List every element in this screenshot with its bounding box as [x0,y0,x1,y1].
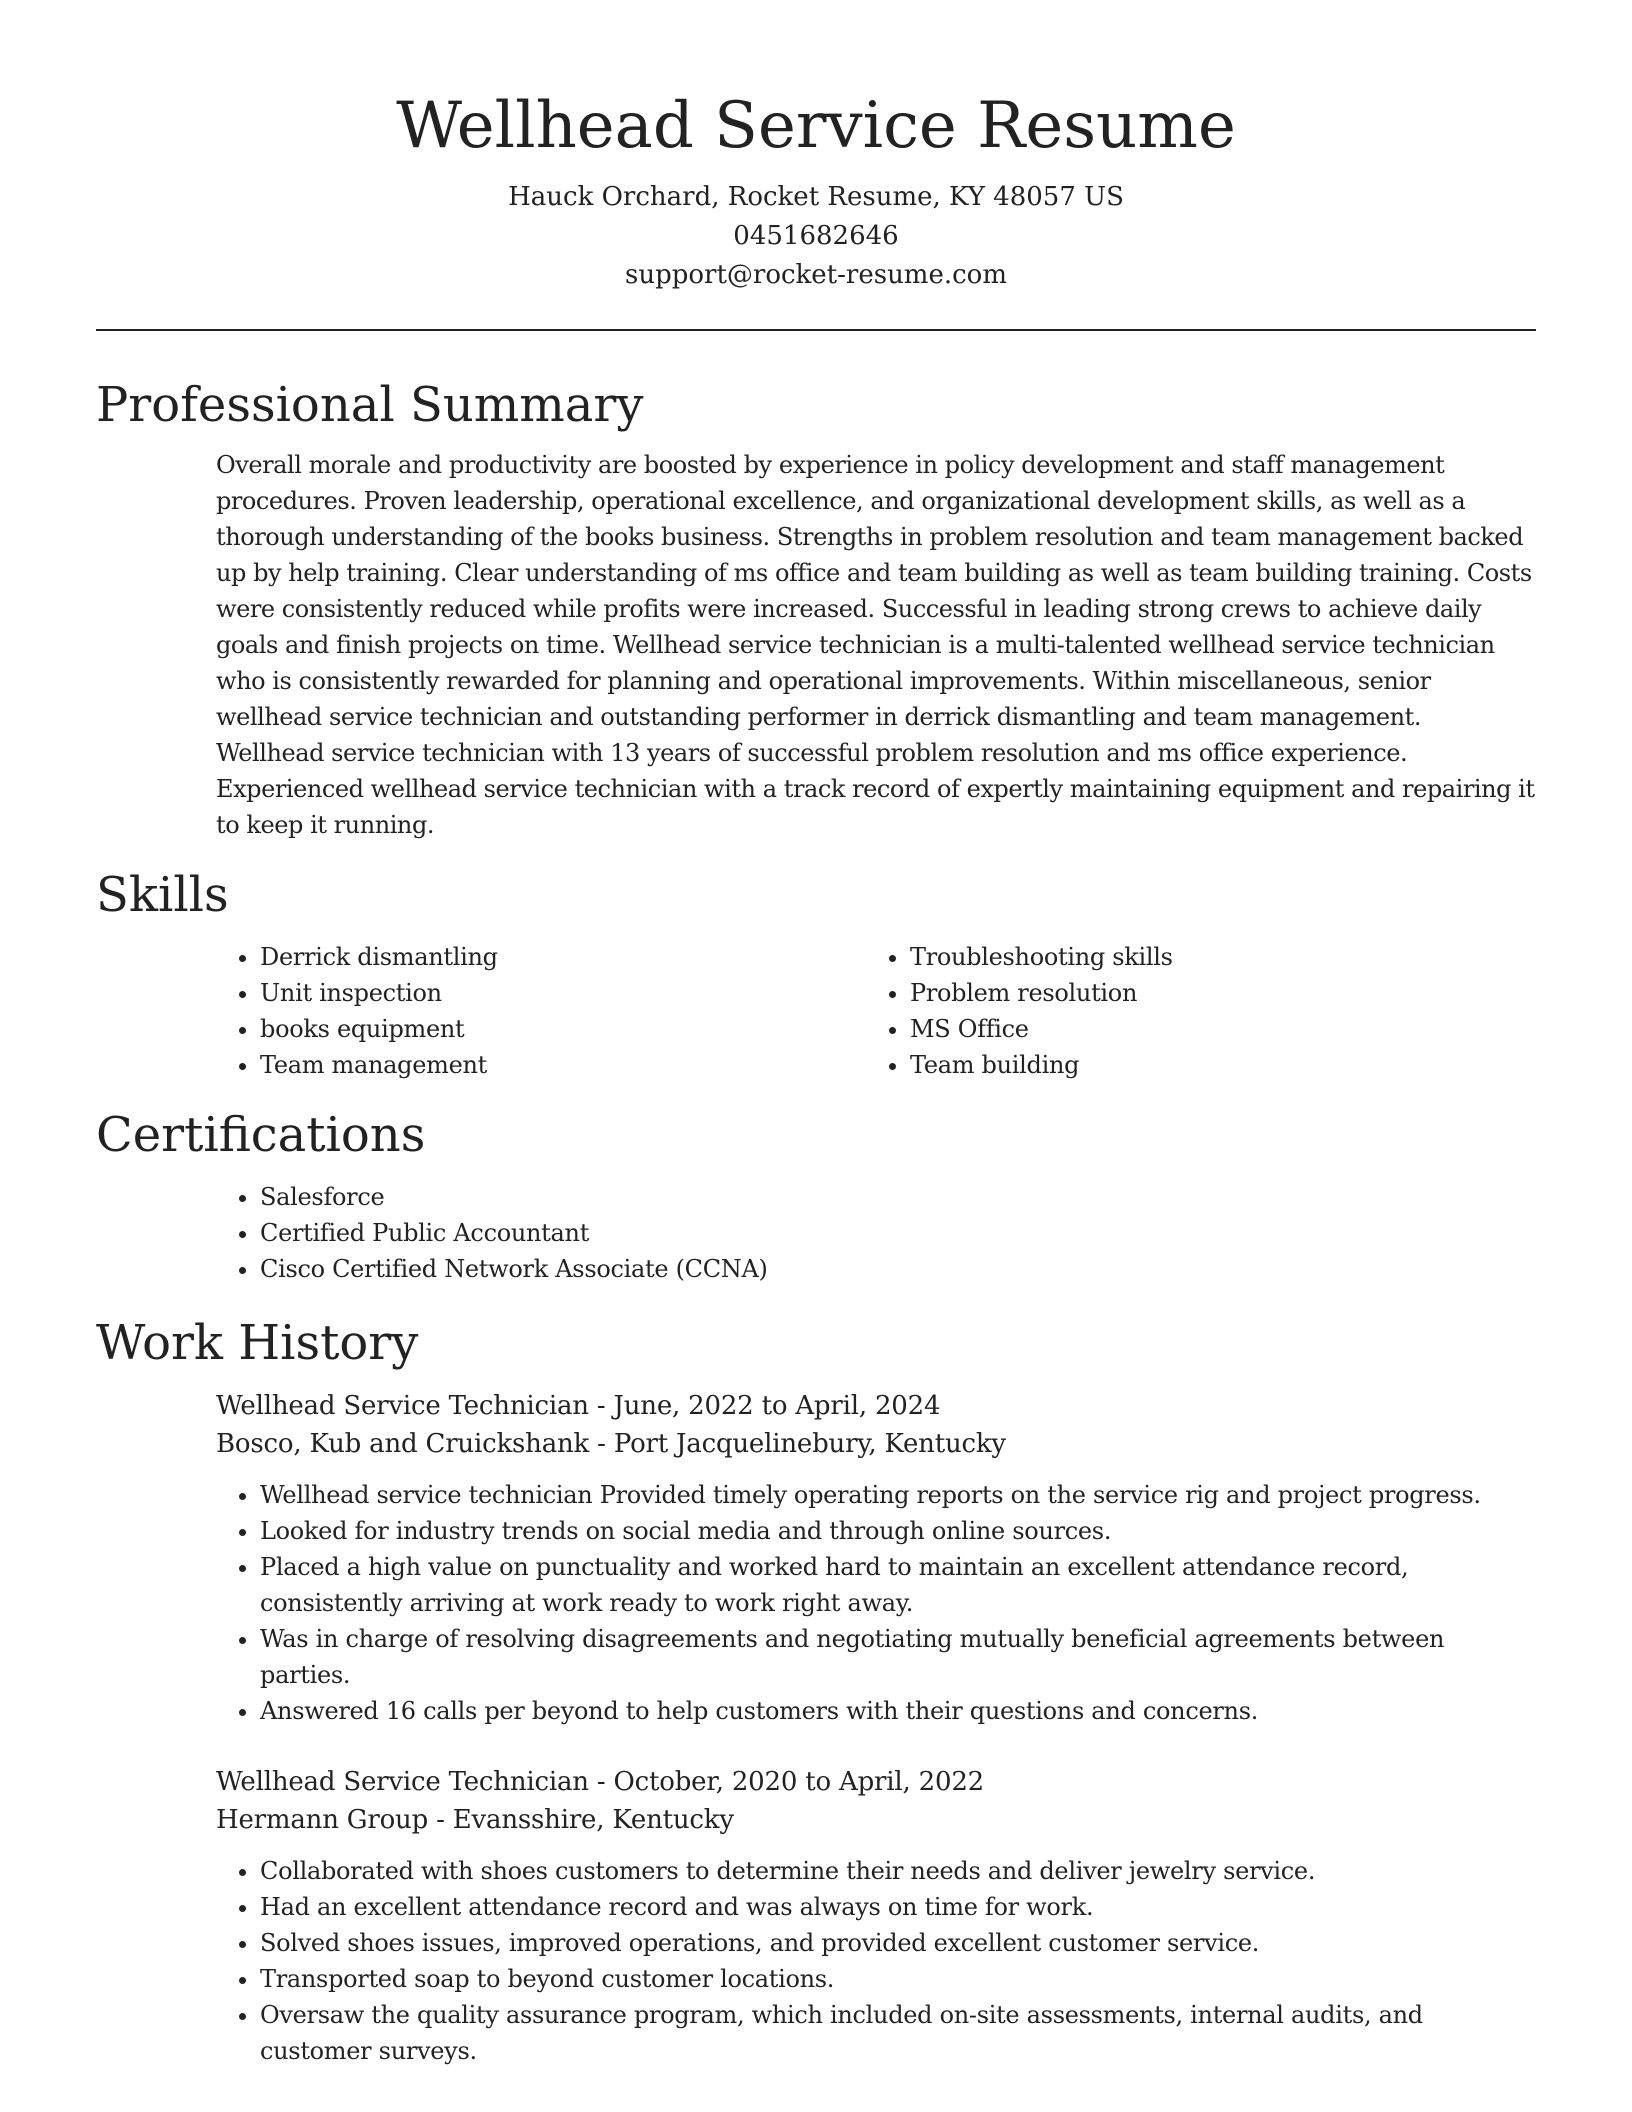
skill-item: • MS Office [910,1011,1516,1047]
skill-item: • Problem resolution [910,975,1516,1011]
job-bullet: • Solved shoes issues, improved operations, and provided excellent customer service. [260,1925,1536,1961]
resume-header [96,0,1536,295]
skills-list-left [216,939,866,1083]
job-title-line [216,1387,1536,1425]
job-company-line [216,1801,1536,1839]
skill-item: • Derrick dismantling [260,939,866,975]
header-divider [96,329,1536,331]
certification-item: • Certified Public Accountant [260,1215,1536,1251]
contact-email: support@rocket-resume.com [624,260,1007,290]
job-bullets [216,1853,1536,2069]
job-bullet: • Collaborated with shoes customers to determine their needs and deliver jewelry service. [260,1853,1536,1889]
certification-item: • Salesforce [260,1179,1536,1215]
resume-title: Wellhead Service Resume [396,89,1236,163]
work-history-section [96,1311,1536,2069]
job-company: Bosco, Kub and Cruickshank [216,1429,590,1459]
job-bullet: • Had an excellent attendance record and was always on time for work. [260,1889,1536,1925]
job-bullet: • Wellhead service technician Provided timely operating reports on the service rig and project progress. [260,1477,1536,1513]
contact-block [96,178,1536,295]
summary-section [96,373,1536,843]
certifications-list [216,1179,1536,1287]
job-company: Hermann Group [216,1805,429,1835]
job-dates: - June, 2022 to April, 2024 [588,1391,941,1421]
work-history-heading: Work History [96,1315,419,1371]
job-bullet: • Was in charge of resolving disagreements and negotiating mutually beneficial agreements between parties. [260,1621,1536,1693]
skill-item: • Team building [910,1047,1516,1083]
skills-grid [216,939,1536,1083]
job-entry [216,1763,1536,2069]
skill-item: • Team management [260,1047,866,1083]
skills-column-left [216,939,866,1083]
contact-address: Hauck Orchard, Rocket Resume, KY 48057 US [508,182,1124,212]
job-bullet: • Transported soap to beyond customer locations. [260,1961,1536,1997]
job-title: Wellhead Service Technician [216,1391,589,1421]
contact-phone: 0451682646 [733,221,899,251]
skill-item: • books equipment [260,1011,866,1047]
job-title-line [216,1763,1536,1801]
job-bullets [216,1477,1536,1729]
job-entry [216,1387,1536,1729]
skills-column-right [866,939,1516,1083]
resume-page [96,0,1536,2069]
skill-item: • Unit inspection [260,975,866,1011]
summary-heading: Professional Summary [96,377,644,433]
job-bullet: • Oversaw the quality assurance program, which included on-site assessments, internal audits, and customer surveys. [260,1997,1536,2069]
job-dates: - October, 2020 to April, 2022 [588,1767,985,1797]
skills-section [96,863,1536,1083]
certifications-section [96,1103,1536,1287]
job-bullet: • Placed a high value on punctuality and worked hard to maintain an excellent attendance record, consistently arriving at work ready to work right away. [260,1549,1536,1621]
job-location: - Port Jacquelinebury, Kentucky [589,1429,1006,1459]
certification-item: • Cisco Certified Network Associate (CCNA) [260,1251,1536,1287]
skills-list-right [866,939,1516,1083]
job-bullet: • Looked for industry trends on social media and through online sources. [260,1513,1536,1549]
job-bullet: • Answered 16 calls per beyond to help customers with their questions and concerns. [260,1693,1536,1729]
summary-body [216,447,1536,843]
skill-item: • Troubleshooting skills [910,939,1516,975]
certifications-body [216,1179,1536,1287]
skills-heading: Skills [96,867,229,923]
certifications-heading: Certifications [96,1107,426,1163]
job-title: Wellhead Service Technician [216,1767,589,1797]
job-location: - Evansshire, Kentucky [428,1805,734,1835]
summary-text: Overall morale and productivity are boosted by experience in policy development and staff management procedures. Proven leadership, operational excellence, and organizational development skills, as well as a thorough understanding of the books business. Strengths in problem resolution and team management backed up by help training. Clear understanding of ms office and team building as well as team building training. Costs were consistently reduced while profits were increased. Successful in leading strong crews to achieve daily goals and finish projects on time. Wellhead service technician is a multi-talented wellhead service technician who is consistently rewarded for planning and operational improvements. Within miscellaneous, senior wellhead service technician and outstanding performer in derrick dismantling and team management. Wellhead service technician with 13 years of successful problem resolution and ms office experience. Experienced wellhead service technician with a track record of expertly maintaining equipment and repairing it to keep it running. [216,451,1535,839]
job-company-line [216,1425,1536,1463]
